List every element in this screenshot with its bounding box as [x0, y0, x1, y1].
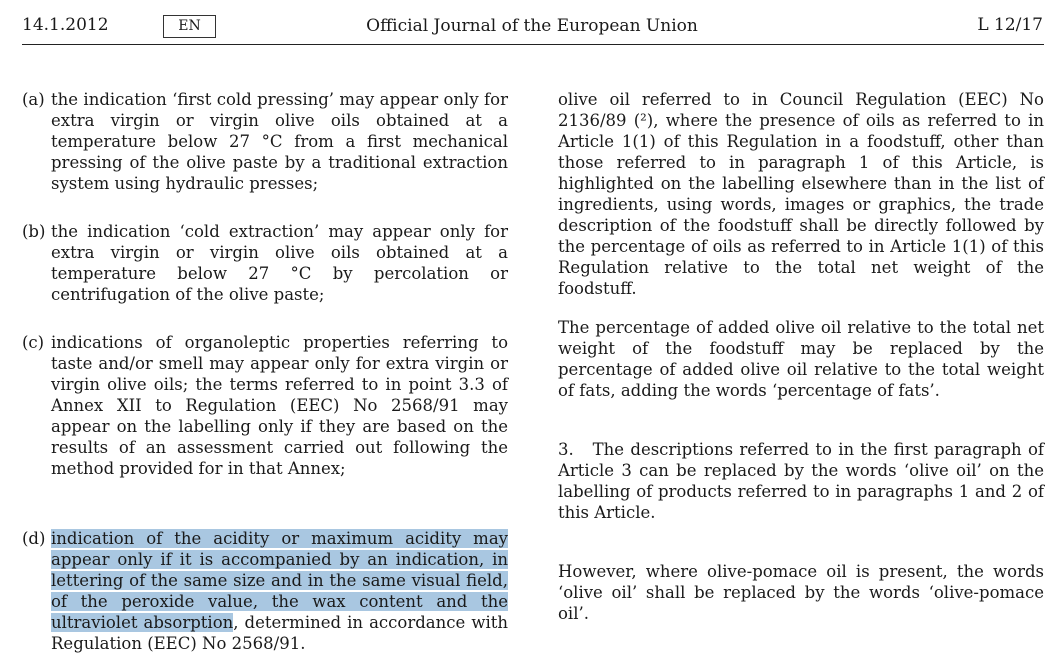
journal-title: Official Journal of the European Union — [366, 16, 698, 36]
page-header — [0, 0, 1064, 46]
list-item-c — [22, 332, 508, 479]
list-item-d — [22, 528, 508, 654]
list-item-a — [22, 89, 508, 194]
item-label: (b) — [22, 222, 46, 241]
item-text-rest: , determined in accordance with Regulation (EEC) No 2568/91. — [51, 613, 508, 653]
publication-date: 14.1.2012 — [22, 15, 109, 35]
right-paragraph-2: The percentage of added olive oil relative to the total net weight of the foodstuff may be replaced by the percentage of added olive oil relative to the total weight of fats, adding the words ‘percentage of fats’. — [558, 318, 1044, 400]
selected-text-highlight[interactable]: indication of the acidity or maximum acidity may appear only if it is accompanied by an indication, in lettering of the same size and in the same visual field, of the peroxide value, the wax content and the ultraviolet absorption — [51, 529, 508, 632]
right-paragraph-1: olive oil referred to in Council Regulation (EEC) No 2136/89 (²), where the presence of oils as referred to in Article 1(1) of this Regulation in a foodstuff, other than those referred to in paragraph 1 of this Article, is highlighted on the labelling elsewhere than in the list of ingredients, using words, images or graphics, the trade description of the foodstuff shall be directly followed by the percentage of oils as referred to in Article 1(1) of this Regulation relative to the total net weight of the foodstuff. — [558, 90, 1044, 298]
header-rule — [22, 44, 1044, 45]
item-text: the indication ‘cold extraction’ may appear only for extra virgin or virgin olive oils obtained at a temperature below 27 °C by percolation or centrifugation of the olive paste; — [51, 222, 508, 304]
item-text: indications of organoleptic properties referring to taste and/or smell may appear only for extra virgin or virgin olive oils; the terms referred to in point 3.3 of Annex XII to Regulation (EEC) No 2568/91 may appear on the labelling only if they are based on the results of an assessment carried out following the method provided for in that Annex; — [51, 333, 508, 478]
right-paragraph-3: 3. The descriptions referred to in the first paragraph of Article 3 can be replaced by the words ‘olive oil’ on the labelling of products referred to in paragraphs 1 and 2 of this Article. — [558, 440, 1050, 522]
right-paragraph-4: However, where olive-pomace oil is present, the words ‘olive oil’ shall be replaced by the words ‘olive-pomace oil’. — [558, 562, 1044, 623]
item-label: (c) — [22, 333, 45, 352]
item-text — [51, 528, 508, 654]
item-label: (d) — [22, 529, 46, 548]
language-badge: EN — [163, 15, 216, 38]
page-reference: L 12/17 — [977, 15, 1043, 35]
item-text: the indication ‘first cold pressing’ may appear only for extra virgin or virgin olive oils obtained at a temperature below 27 °C from a first mechanical pressing of the olive paste by a traditional extraction system using hydraulic presses; — [51, 90, 508, 193]
list-item-b — [22, 221, 508, 305]
item-label: (a) — [22, 90, 45, 109]
